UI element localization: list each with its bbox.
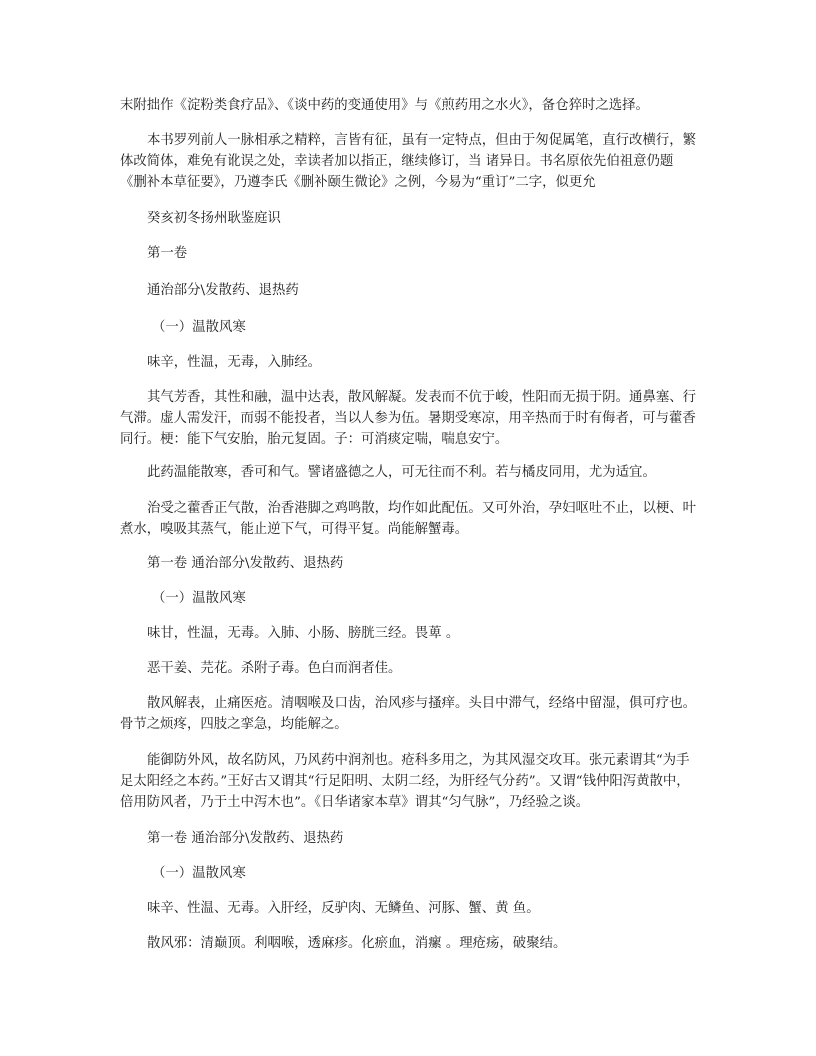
running-heading: 第一卷 通治部分\发散药、退热药: [147, 831, 344, 846]
running-heading: 第一卷 通治部分\发散药、退热药: [147, 556, 344, 571]
herb-description: 散风邪：清巅顶。利咽喉，透麻疹。化瘀血，消瘰 。理疮疡，破聚结。: [147, 936, 567, 951]
subsection-heading: （一）温散风寒: [152, 866, 246, 881]
herb-description: 散风解表，止痛医疮。清咽喉及口齿，治风疹与搔痒。头目中滞气，经络中留湿，俱可疗也。骨节之烦疼，四肢之挛急，均能解之。: [120, 696, 697, 732]
subsection-heading: （一）温散风寒: [152, 320, 246, 335]
section-heading: 通治部分\发散药、退热药: [147, 283, 299, 298]
herb-properties: 味甘，性温，无毒。入肺、小肠、膀胱三经。畏萆 。: [147, 626, 460, 641]
herb-commentary: 此药温能散寒，香可和气。譬诸盛德之人，可无往而不利。若与橘皮同用，尤为适宜。: [147, 465, 656, 480]
paragraph-appendix-note: 末附拙作《淀粉类食疗品》、《谈中药的变通使用》与《煎药用之水火》，备仓猝时之选择。: [120, 98, 649, 113]
herb-properties: 味辛，性温，无毒，入肺经。: [147, 355, 322, 370]
subsection-heading: （一）温散风寒: [152, 591, 246, 606]
herb-commentary: 能御防外风，故名防风，乃风药中润剂也。疮科多用之，为其风湿交攻耳。张元素谓其“为手足太阳经之本药。”王好古又谓其“行足阳明、太阴二经，为肝经气分药”。又谓“钱仲阳泻黄散中，倍用防风者，乃于土中泻木也”。《日华诸家本草》谓其“匀气脉”，乃经验之谈。: [120, 753, 690, 810]
herb-properties: 味辛、性温、无毒。入肝经，反驴肉、无鳞鱼、河豚、蟹、黄 鱼。: [147, 901, 540, 916]
preface-signature: 癸亥初冬扬州耿鉴庭识: [147, 211, 281, 226]
herb-incompatibilities: 恶干姜、芫花。杀附子毒。色白而润者佳。: [147, 661, 402, 676]
herb-description: 其气芳香，其性和融，温中达表，散风解凝。发表而不伉于峻，性阳而无损于阴。通鼻塞、行气滞。虚人需发汗，而弱不能投者，当以人参为伍。暑期受寒凉，用辛热而于时有侮者，可与藿香同行。梗：能下气安胎，胎元复固。子：可消痰定喘，喘息安宁。: [120, 390, 697, 447]
volume-heading: 第一卷: [147, 246, 188, 261]
herb-formulas: 治受之藿香正气散，治香港脚之鸡鸣散，均作如此配伍。又可外治，孕妇呕吐不止，以梗、叶煮水，嗅吸其蒸气，能止逆下气，可得平复。尚能解蟹毒。: [120, 501, 697, 537]
paragraph-preface-body: 本书罗列前人一脉相承之精粹，言皆有征，虽有一定特点，但由于匆促属笔，直行改横行，繁体改简体，难免有讹误之处，幸读者加以指正，继续修订，当 诸异日。书名原依先伯祖意仍题《删补本草征要》，乃遵李氏《删补颐生微论》之例，今易为“重订”二字，似更允: [120, 133, 697, 190]
